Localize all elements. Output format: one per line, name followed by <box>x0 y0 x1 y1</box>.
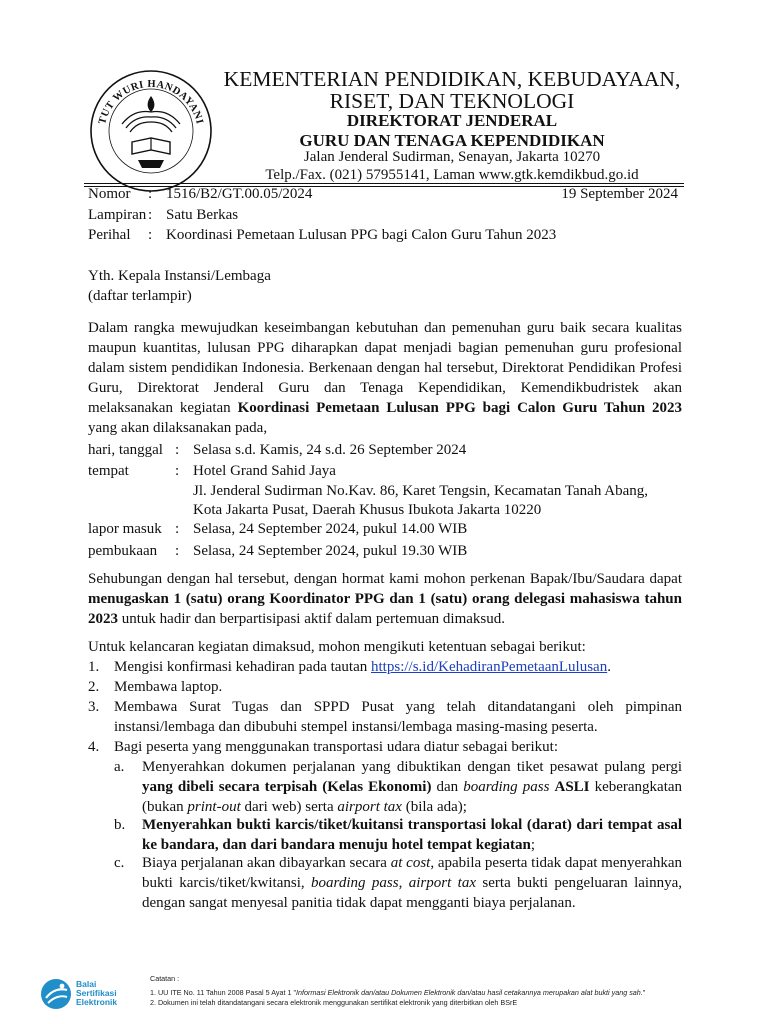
intro-text: Dalam rangka mewujudkan keseimbangan kebutuhan dan pemenuhan guru baik secara kualitas maupun kuantitas, lulusan PPG diharapkan dapat menjadi bagian pemenuhan guru profesional dalam sistem pendidikan Indonesia. Berkenaan dengan hal tersebut, Direktorat Pendidikan Profesi Guru, Direktorat Jenderal Guru dan Tenaga Kependidikan, Kemendikbudristek akan melaksanakan kegiatan <box>88 320 682 416</box>
perihal-colon: : <box>148 227 153 243</box>
list-item-3 <box>114 697 682 737</box>
list-item-3-text: Membawa Surat Tugas dan SPPD Pusat yang telah ditandatangani oleh pimpinan instansi/lembaga dan dibubuhi stempel instansi/lembaga masing-masing peserta. <box>114 699 682 735</box>
list-item-2: Membawa laptop. <box>114 679 223 695</box>
footer-note-2: 2. Dokumen ini telah ditandatangani secara elektronik menggunakan sertifikat elektronik yang diterbitkan oleh BSrE <box>150 998 518 1007</box>
letter-date: 19 September 2024 <box>561 186 678 202</box>
list-item-1 <box>114 657 611 677</box>
perihal-label: Perihal <box>88 227 131 243</box>
tempat-address-line1: Jl. Jenderal Sudirman No.Kav. 86, Karet Tengsin, Kecamatan Tanah Abang, <box>193 483 649 499</box>
footer-note-1-end: " <box>642 988 646 997</box>
lampiran-value: Satu Berkas <box>166 207 239 223</box>
provisions-intro: Untuk kelancaran kegiatan dimaksud, mohon mengikuti ketentuan sebagai berikut: <box>88 639 586 655</box>
sub-c-text4: serta bukti pengeluaran lainnya, dengan sangat menyesal panitia tidak dapat mengganti biaya perjalanan. <box>142 875 682 911</box>
sub-a-text2: dan <box>431 779 464 795</box>
directorate-line2: GURU DAN TENAGA KEPENDIDIKAN <box>299 131 605 150</box>
tempat-address-line2: Kota Jakarta Pusat, Daerah Khusus Ibukota Jakarta 10220 <box>193 502 542 518</box>
sub-c-italic3: airport tax <box>408 875 477 891</box>
ministry-name-line1: KEMENTERIAN PENDIDIKAN, KEBUDAYAAN, <box>223 67 681 91</box>
nomor-colon: : <box>148 186 153 202</box>
bsre-line3: Elektronik <box>76 997 118 1007</box>
sub-a-text1: Menyerahkan dokumen perjalanan yang dibuktikan dengan tiket pesawat pulang pergi <box>142 759 682 775</box>
tempat-label: tempat <box>88 463 129 479</box>
intro-text-end: yang akan dilaksanakan pada, <box>88 420 268 436</box>
attendance-confirmation-link[interactable]: https://s.id/KehadiranPemetaanLulusan <box>371 659 608 675</box>
request-paragraph <box>88 569 682 629</box>
ministry-name-line2: RISET, DAN TEKNOLOGI <box>329 89 575 113</box>
logo-motto-text: TUT WURI HANDAYANI <box>97 78 205 126</box>
lapor-value: Selasa, 24 September 2024, pukul 14.00 WIB <box>193 521 468 537</box>
list-item-4: Bagi peserta yang menggunakan transportasi udara diatur sebagai berikut: <box>114 739 559 755</box>
hari-label: hari, tanggal <box>88 442 163 458</box>
pembukaan-label: pembukaan <box>88 543 158 559</box>
list-item-1-end: . <box>607 659 611 675</box>
lampiran-colon: : <box>148 207 153 223</box>
recipient-line2: (daftar terlampir) <box>88 288 192 304</box>
sub-b-end: ; <box>530 837 535 853</box>
lampiran-label: Lampiran <box>88 207 147 223</box>
sub-letter-a: a. <box>114 759 125 775</box>
sub-c-text2: , apabila peserta tidak dapat menyerahkan bukti karcis/tiket/kwitansi, <box>142 855 682 891</box>
perihal-value: Koordinasi Pemetaan Lulusan PPG bagi Calon Guru Tahun 2023 <box>166 227 557 243</box>
bsre-line1: Balai <box>76 979 97 989</box>
footer-note-1-quote: Informasi Elektronik dan/atau Dokumen Elektronik dan/atau hasil cetakannya merupakan alat bukti yang sah. <box>296 988 643 997</box>
request-delegation: menugaskan 1 (satu) orang Koordinator PPG dan 1 (satu) orang delegasi mahasiswa tahun 2023 <box>88 591 682 627</box>
recipient-line1: Yth. Kepala Instansi/Lembaga <box>88 268 271 284</box>
sub-letter-c: c. <box>114 855 125 871</box>
pembukaan-colon: : <box>175 543 180 559</box>
bsre-line2: Sertifikasi <box>76 988 117 998</box>
sub-b-bold: Menyerahkan bukti karcis/tiket/kuitansi transportasi lokal (darat) dari tempat asal ke bandara, dan dari bandara menuju hotel tempat kegiatan <box>142 817 682 853</box>
office-address: Jalan Jenderal Sudirman, Senayan, Jakarta 10270 <box>303 149 601 165</box>
tempat-venue: Hotel Grand Sahid Jaya <box>193 463 336 479</box>
bsre-logo-icon <box>40 978 72 1010</box>
request-text: Sehubungan dengan hal tersebut, dengan hormat kami mohon perkenan Bapak/Ibu/Saudara dapat <box>88 571 682 587</box>
intro-paragraph <box>88 318 682 438</box>
bsre-logo-text <box>76 980 117 1007</box>
sub-a-text6: (bila ada); <box>401 799 467 815</box>
sub-c-italic1: at cost <box>390 855 431 871</box>
list-number-3: 3. <box>88 699 100 715</box>
hari-value: Selasa s.d. Kamis, 24 s.d. 26 September 2024 <box>193 442 467 458</box>
sub-a-italic1: boarding pass <box>463 779 550 795</box>
sub-c-italic2: boarding pass <box>311 875 399 891</box>
nomor-value: 1516/B2/GT.00.05/2024 <box>166 186 313 202</box>
list-number-2: 2. <box>88 679 100 695</box>
pembukaan-value: Selasa, 24 September 2024, pukul 19.30 WIB <box>193 543 468 559</box>
footer-note-1-text: 1. UU ITE No. 11 Tahun 2008 Pasal 5 Ayat 1 " <box>150 988 296 997</box>
list-number-4: 4. <box>88 739 100 755</box>
sub-item-c <box>142 853 682 913</box>
sub-a-italic2: print-out <box>187 799 241 815</box>
tut-wuri-handayani-logo <box>82 62 220 200</box>
intro-event-name: Koordinasi Pemetaan Lulusan PPG bagi Calon Guru Tahun 2023 <box>237 400 682 416</box>
list-item-1-text: Mengisi konfirmasi kehadiran pada tautan <box>114 659 372 675</box>
sub-a-bold1: yang dibeli secara terpisah (Kelas Ekonomi) <box>142 779 432 795</box>
sub-item-a <box>142 757 682 817</box>
directorate-line1: DIREKTORAT JENDERAL <box>346 111 558 130</box>
hari-colon: : <box>175 442 180 458</box>
request-text-end: untuk hadir dan berpartisipasi aktif dalam pertemuan dimaksud. <box>118 611 505 627</box>
tempat-colon: : <box>175 463 180 479</box>
sub-c-text3: , <box>398 875 409 891</box>
footer-note-1 <box>150 988 645 997</box>
sub-a-italic3: airport tax <box>337 799 402 815</box>
sub-item-b <box>142 815 682 855</box>
sub-a-text5: dari web) serta <box>240 799 338 815</box>
lapor-colon: : <box>175 521 180 537</box>
footer-catatan-label: Catatan : <box>150 974 180 983</box>
sub-c-text1: Biaya perjalanan akan dibayarkan secara <box>142 855 391 871</box>
sub-a-bold2: ASLI <box>554 779 590 795</box>
nomor-label: Nomor <box>88 186 131 202</box>
sub-letter-b: b. <box>114 817 126 833</box>
sub-a-text4: keberangkatan (bukan <box>142 779 683 815</box>
list-number-1: 1. <box>88 659 100 675</box>
lapor-label: lapor masuk <box>88 521 162 537</box>
office-contact: Telp./Fax. (021) 57955141, Laman www.gtk.kemdikbud.go.id <box>265 167 639 183</box>
